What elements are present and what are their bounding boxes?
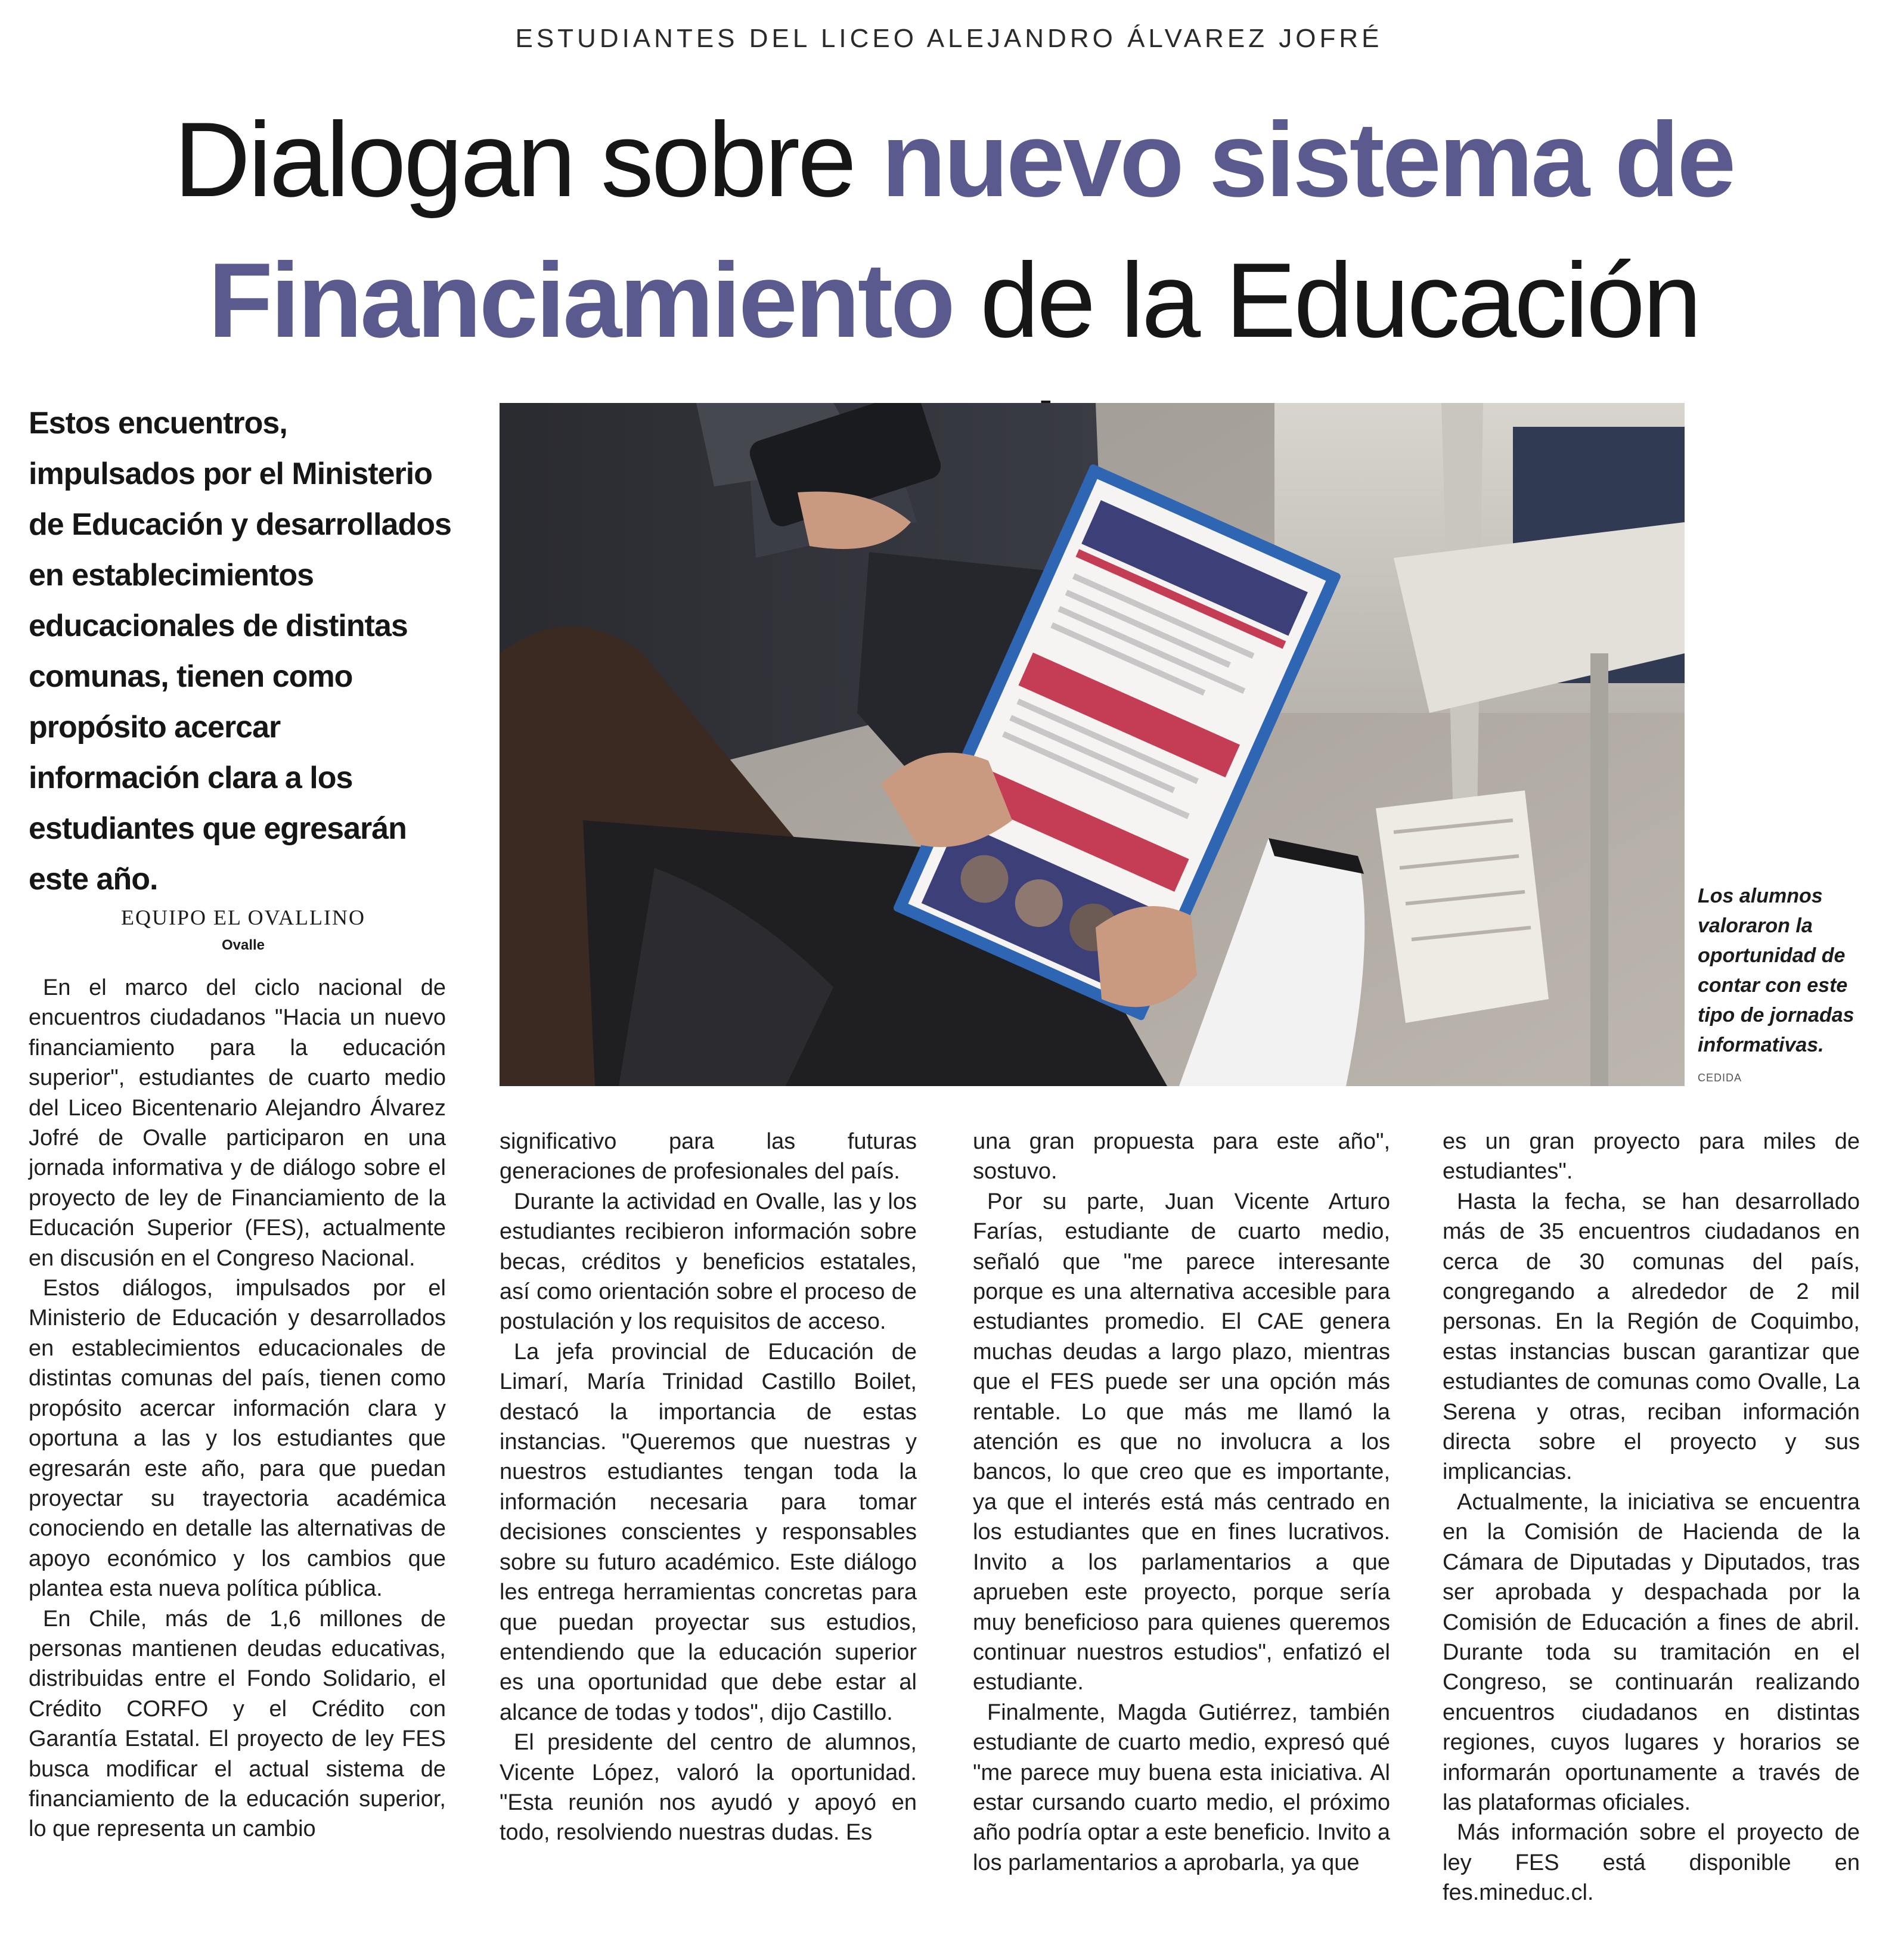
photo-credit: CEDIDA — [1698, 1072, 1742, 1084]
body-paragraph: Finalmente, Magda Gutiérrez, también estudiante de cuarto medio, expresó qué "me parece muy buena esta iniciativa. Al estar cursando cuarto medio, el próximo año podría optar a este beneficio. Invito a los parlamentarios a aprobarla, ya que — [973, 1700, 1390, 1875]
article-photo — [500, 403, 1685, 1086]
body-paragraph-continued: significativo para las futuras generaciones de profesionales del país. — [500, 1129, 917, 1184]
body-paragraph: Actualmente, la iniciativa se encuentra en la Comisión de Hacienda de la Cámara de Diputadas y Diputados, tras ser aprobada y despachada por la Comisión de Educación a fines de abril. Durante toda su tramitación en el Congreso, se continuarán realizando encuentros ciudadanos en distintas regiones, cuyos lugares y horarios se informarán oportunamente a través de las plataformas oficiales. — [1443, 1489, 1860, 1815]
body-paragraph: Durante la actividad en Ovalle, las y los estudiantes recibieron información sobre becas, créditos y beneficios estatales, así como orientación sobre el proceso de postulación y los requisitos de acceso. — [500, 1189, 917, 1335]
body-paragraph: En Chile, más de 1,6 millones de personas mantienen deudas educativas, distribuidas entre el Fondo Solidario, el Crédito CORFO y el Crédito con Garantía Estatal. El proyecto de ley FES busca modificar el actual sistema de financiamiento de la educación superior, lo que representa un cambio — [29, 1606, 446, 1842]
headline-highlight-1: nuevo sistema de — [881, 100, 1734, 219]
body-paragraph: Por su parte, Juan Vicente Arturo Farías, estudiante de cuarto medio, señaló que "me parece interesante porque es una alternativa accesible para estudiantes promedio. El CAE genera muchas deudas a largo plazo, mientras que el FES puede ser una opción más rentable. Lo que más me llamó la atención es que no involucra a los bancos, lo que creo que es importante, ya que el interés está más centrado en los estudiantes que en fines lucrativos. Invito a los parlamentarios a que aprueben este proyecto, porque sería muy beneficioso para quienes queremos continuar nuestros estudios", enfatizó el estudiante. — [973, 1189, 1390, 1695]
article-column-3 — [973, 1127, 1390, 1878]
byline: EQUIPO EL OVALLINO — [121, 905, 365, 929]
body-paragraph: El presidente del centro de alumnos, Vicente López, valoró la oportunidad. "Esta reunión nos ayudó y apoyó en todo, resolviendo nuestras dudas. Es — [500, 1730, 917, 1846]
dateline-location: Ovalle — [221, 937, 265, 953]
article-column-1 — [29, 973, 446, 1844]
lead-paragraph: Estos encuentros, impulsados por el Ministerio de Educación y desarrollados en establecimientos educacionales de distintas comunas, tienen como propósito acercar información clara a los estudiantes que egresarán este año. — [29, 406, 451, 897]
headline-part-1: Dialogan sobre — [173, 100, 882, 219]
body-paragraph-continued: una gran propuesta para este año", sostuvo. — [973, 1129, 1390, 1184]
photo-illustration — [500, 403, 1685, 1086]
article-column-2 — [500, 1127, 917, 1848]
body-paragraph-continued: es un gran proyecto para miles de estudiantes". — [1443, 1129, 1860, 1184]
headline-part-2: de la Educación — [980, 241, 1699, 359]
body-paragraph: Estos diálogos, impulsados por el Ministerio de Educación y desarrollados en establecimientos educacionales de distintas comunas del país, tienen como propósito acercar información clara y oportuna a las y los estudiantes que egresarán este año, para que puedan proyectar su trayectoria académica conociendo en detalle las alternativas de apoyo económico y los cambios que plantea esta nueva política pública. — [29, 1276, 446, 1602]
body-paragraph: Más información sobre el proyecto de ley FES está disponible en fes.mineduc.cl. — [1443, 1820, 1860, 1906]
photo-caption: Los alumnos valoraron la oportunidad de contar con este tipo de jornadas informativas. — [1698, 885, 1854, 1056]
body-paragraph: En el marco del ciclo nacional de encuentros ciudadanos "Hacia un nuevo financiamiento para la educación superior", estudiantes de cuarto medio del Liceo Bicentenario Alejandro Álvarez Jofré de Ovalle participaron en una jornada informativa y de diálogo sobre el proyecto de ley de Financiamiento de la Educación Superior (FES), actualmente en discusión en el Congreso Nacional. — [29, 975, 446, 1271]
body-paragraph: La jefa provincial de Educación de Limarí, María Trinidad Castillo Boilet, destacó la importancia de estas instancias. "Queremos que nuestras y nuestros estudiantes tengan toda la información necesaria para tomar decisiones conscientes y responsables sobre su futuro académico. Este diálogo les entrega herramientas concretas para que puedan proyectar sus estudios, entendiendo que la educación superior es una oportunidad que debe estar al alcance de todas y todos", dijo Castillo. — [500, 1339, 917, 1725]
article-column-4 — [1443, 1127, 1860, 1908]
headline-highlight-2: Financiamiento — [208, 241, 953, 359]
body-paragraph: Hasta la fecha, se han desarrollado más de 35 encuentros ciudadanos en cerca de 30 comunas del país, congregando a alrededor de 2 mil personas. En la Región de Coquimbo, estas instancias buscan garantizar que estudiantes de comunas como Ovalle, La Serena y otras, reciban información directa sobre el proyecto y sus implicancias. — [1443, 1189, 1860, 1485]
kicker: ESTUDIANTES DEL LICEO ALEJANDRO ÁLVAREZ JOFRÉ — [515, 24, 1383, 53]
